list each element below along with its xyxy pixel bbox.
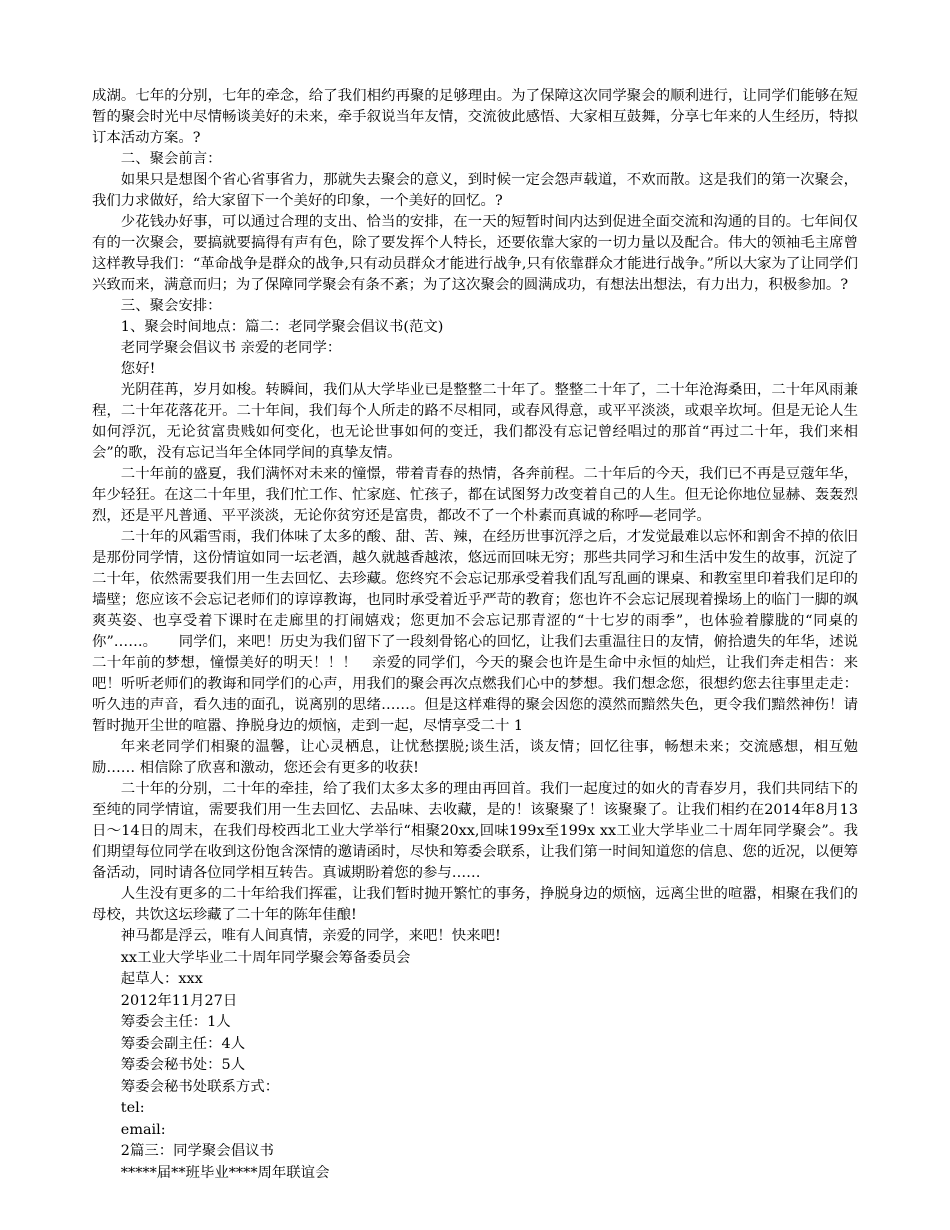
letter-paragraph-3: 二十年的风霜雪雨，我们体味了太多的酸、甜、苦、辣，在经历世事沉浮之后，才发觉最难以忘怀和割舍不掉的依旧是那份同学情，这份情谊如同一坛老酒，越久就越香越浓，悠远而回味无穷；那些共同学习和生活中发生的故事，沉淀了二十年，依然需要我们用一生去回忆、去珍藏。您终究不会忘记那承受着我们乱写乱画的课桌、和教室里印着我们足印的墙壁；您应该不会忘记老师们的谆谆教诲，也同时承受着近乎严苛的教育；您也许不会忘记展现着操场上的临门一脚的飒爽英姿、也享受着下课时在走廊里的打闹嬉戏；您更加不会忘记那青涩的“十七岁的雨季”，也体验着朦胧的“同桌的你”……。 同学们，来吧！历史为我们留下了一段刻骨铭心的回忆，让我们去重温往日的友情，俯拾遗失的年华，述说二十年前的梦想，憧憬美好的明天！！！ 亲爱的同学们，今天的聚会也许是生命中永恒的灿烂，让我们奔走相告：来吧！听听老师们的教诲和同学们的心声，用我们的聚会再次点燃我们心中的梦想。我们想念您，很想约您去往事里走走：听久违的声音，看久违的面孔，说离别的思绪……。但是这样难得的聚会因您的漠然而黯然失色，更令我们黯然神伤！请暂时抛开尘世的喧嚣、挣脱身边的烦恼，走到一起，尽情享受二十 1 xyxy=(92,529,858,734)
letter-paragraph-4: 年来老同学们相聚的温馨，让心灵栖息，让忧愁摆脱;谈生活，谈友情；回忆往事，畅想未来；交流感想，相互勉励…… 相信除了欣喜和激动，您还会有更多的收获! xyxy=(92,739,858,776)
item-1: 1、聚会时间地点：篇二：老同学聚会倡议书(范文) xyxy=(120,319,444,335)
contact-email: email: xyxy=(120,1121,166,1138)
section-3-heading: 三、聚会安排： xyxy=(120,298,222,314)
letter-paragraph-1: 光阴荏苒，岁月如梭。转瞬间，我们从大学毕业已是整整二十年了。整整二十年了，二十年沧海桑田，二十年风雨兼程，二十年花落花开。二十年间，我们每个人所走的路不尽相同，或春风得意，或平平淡淡，或艰辛坎坷。但是无论人生如何浮沉，无论贫富贵贱如何变化，也无论世事如何的变迁，我们都没有忘记曾经唱过的那首“再过二十年，我们来相会”的歌，没有忘记当年全体同学间的真挚友情。 xyxy=(92,382,858,461)
letter-title: 老同学聚会倡议书 亲爱的老同学： xyxy=(120,340,342,356)
letter-paragraph-2: 二十年前的盛夏，我们满怀对未来的憧憬，带着青春的热情，各奔前程。二十年后的今天，我们已不再是豆蔻年华，年少轻狂。在这二十年里，我们忙工作、忙家庭、忙孩子，都在试图努力改变着自己的人生。但无论你地位显赫、轰轰烈烈，还是平凡普通、平平淡淡，无论你贫穷还是富贵，都改不了一个朴素而真诚的称呼—老同学。 xyxy=(92,466,858,524)
event-title: *****届**班毕业****周年联谊会 xyxy=(120,1164,330,1181)
closing-line: 神马都是浮云，唯有人间真情，亲爱的同学，来吧！快来吧! xyxy=(120,928,501,944)
section-2-paragraph-2: 少花钱办好事，可以通过合理的支出、恰当的安排，在一天的短暂时间内达到促进全面交流和沟通的目的。七年间仅有的一次聚会，要搞就要搞得有声有色，除了要发挥个人特长，还要依靠大家的一切力量以及配合。伟大的领袖毛主席曾这样教导我们：“革命战争是群众的战争,只有动员群众才能进行战争,只有依靠群众才能进行战争。”所以大家为了让同学们兴致而来，满意而归；为了保障同学聚会有条不紊；为了这次聚会的圆满成功，有想法出想法，有力出力，积极参加。? xyxy=(92,214,858,293)
intro-paragraph: 成湖。七年的分别，七年的牵念，给了我们相约再聚的足够理由。为了保障这次同学聚会的顺利进行，让同学们能够在短暂的聚会时光中尽情畅谈美好的未来，牵手叙说当年友情，交流彼此感悟、大家相互鼓舞，分享七年来的人生经历，特拟订本活动方案。? xyxy=(92,88,858,146)
signature-block xyxy=(92,926,858,1184)
drafter: 起草人：xxx xyxy=(120,971,203,987)
section-2-paragraph-1: 如果只是想图个省心省事省力，那就失去聚会的意义，到时候一定会怨声载道，不欢而散。这是我们的第一次聚会，我们力求做好，给大家留下一个美好的印象，一个美好的回忆。? xyxy=(92,172,858,209)
committee-name: xx工业大学毕业二十周年同学聚会筹备委员会 xyxy=(120,949,411,966)
section-2-heading: 二、聚会前言： xyxy=(120,151,222,167)
contact-heading: 筹委会秘书处联系方式： xyxy=(120,1078,280,1095)
greeting: 您好! xyxy=(120,361,156,377)
letter-paragraph-5: 二十年的分别，二十年的牵挂，给了我们太多太多的理由再回首。我们一起度过的如火的青春岁月，我们共同结下的至纯的同学情谊，需要我们用一生去回忆、去品味、去收藏，是的！该聚聚了！该聚聚了。让我们相约在2014年8月13日～14日的周末，在我们母校西北工业大学举行“相聚20xx,回味199x至199x xx工业大学毕业二十周年同学聚会”。我们期望每位同学在收到这份饱含深情的邀请函时，尽快和筹委会联系，让我们第一时间知道您的信息、您的近况，以便筹备活动，同时请各位同学相互转告。真诚期盼着您的参与…… xyxy=(92,781,858,881)
part-3-title: 2篇三：同学聚会倡议书 xyxy=(120,1143,274,1159)
date: 2012年11月27日 xyxy=(120,992,238,1009)
committee-vice-chair: 筹委会副主任：4人 xyxy=(120,1035,246,1052)
committee-secretariat: 筹委会秘书处：5人 xyxy=(120,1057,246,1073)
committee-chair: 筹委会主任：1人 xyxy=(120,1014,231,1030)
letter-paragraph-6: 人生没有更多的二十年给我们挥霍，让我们暂时抛开繁忙的事务，挣脱身边的烦恼，远离尘世的喧嚣，相聚在我们的母校，共饮这坛珍藏了二十年的陈年佳酿! xyxy=(92,886,858,923)
contact-tel: tel: xyxy=(120,1100,145,1116)
